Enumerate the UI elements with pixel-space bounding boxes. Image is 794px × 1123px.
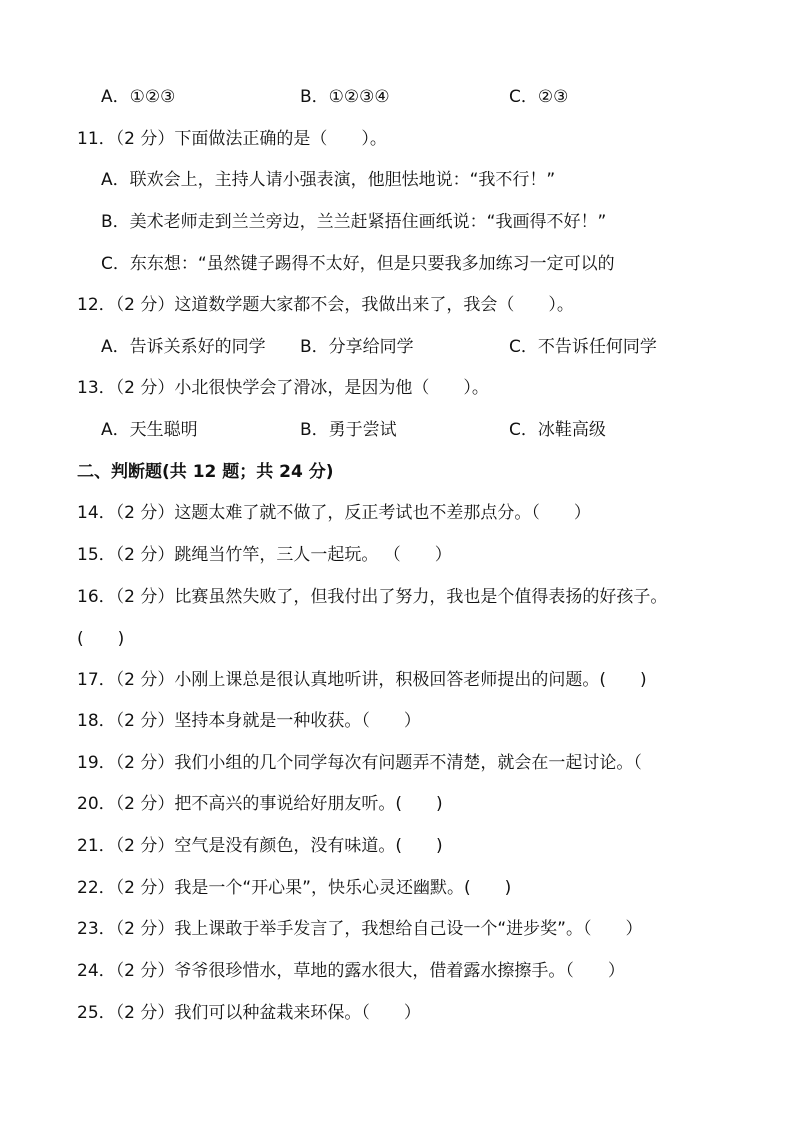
- q12-option-c: C．不告诉任何同学: [509, 337, 657, 357]
- q13-option-a: A．天生聪明: [101, 420, 198, 440]
- q13-stem: 13．（2 分）小北很快学会了滑冰，是因为他（ ）。: [77, 378, 489, 398]
- q11-option-b: B．美术老师走到兰兰旁边，兰兰赶紧捂住画纸说：“我画得不好！”: [101, 212, 607, 232]
- q11-option-c: C．东东想：“虽然键子踢得不太好，但是只要我多加练习一定可以的: [101, 254, 615, 274]
- q18-stem: 18．（2 分）坚持本身就是一种收获。（ ）: [77, 711, 421, 731]
- q13-option-b: B．勇于尝试: [300, 420, 397, 440]
- q15-stem: 15．（2 分）跳绳当竹竿，三人一起玩。 （ ）: [77, 545, 452, 565]
- q16-answer-bracket: ( ): [77, 629, 125, 649]
- q22-stem: 22．（2 分）我是一个“开心果”，快乐心灵还幽默。( ): [77, 878, 512, 898]
- q16-stem: 16．（2 分）比赛虽然失败了，但我付出了努力，我也是个值得表扬的好孩子。: [77, 587, 668, 607]
- q14-stem: 14．（2 分）这题太难了就不做了，反正考试也不差那点分。（ ）: [77, 503, 591, 523]
- q10-option-b: B．①②③④: [300, 87, 390, 107]
- q12-option-a: A．告诉关系好的同学: [101, 337, 266, 357]
- q12-option-b: B．分享给同学: [300, 337, 414, 357]
- q19-stem: 19．（2 分）我们小组的几个同学每次有问题弄不清楚，就会在一起讨论。（: [77, 753, 642, 773]
- q12-stem: 12．（2 分）这道数学题大家都不会，我做出来了，我会（ ）。: [77, 295, 574, 315]
- q13-option-c: C．冰鞋高级: [509, 420, 606, 440]
- q11-stem: 11．（2 分）下面做法正确的是（ ）。: [77, 129, 387, 149]
- q11-option-a: A．联欢会上，主持人请小强表演，他胆怯地说：“我不行！”: [101, 170, 556, 190]
- q24-stem: 24．（2 分）爷爷很珍惜水，草地的露水很大，借着露水擦擦手。（ ）: [77, 961, 625, 981]
- section-title-judgment: 二、判断题(共 12 题；共 24 分): [77, 462, 334, 482]
- q20-stem: 20．（2 分）把不高兴的事说给好朋友听。( ): [77, 794, 443, 814]
- q23-stem: 23．（2 分）我上课敢于举手发言了，我想给自己设一个“进步奖”。（ ）: [77, 919, 643, 939]
- q25-stem: 25．（2 分）我们可以种盆栽来环保。（ ）: [77, 1003, 421, 1023]
- q17-stem: 17．（2 分）小刚上课总是很认真地听讲，积极回答老师提出的问题。( ): [77, 670, 647, 690]
- q10-option-a: A．①②③: [101, 87, 176, 107]
- q10-option-c: C．②③: [509, 87, 569, 107]
- q21-stem: 21．（2 分）空气是没有颜色，没有味道。( ): [77, 836, 443, 856]
